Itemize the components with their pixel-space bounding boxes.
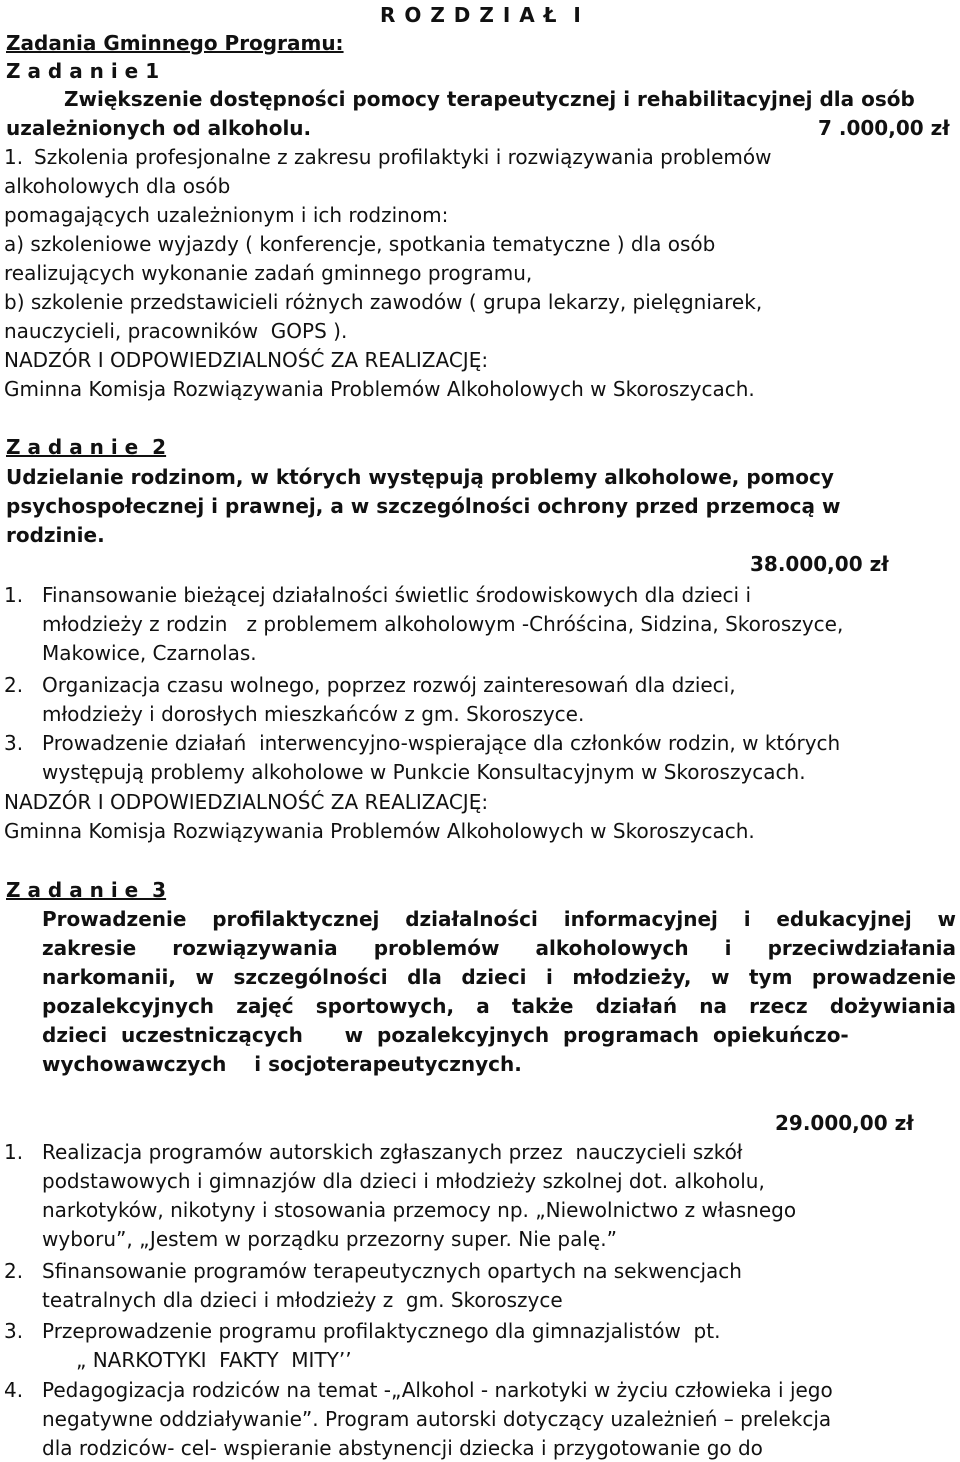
task3-item-line: wyboru”, „Jestem w porządku przezorny super. Nie palę.” [42, 1227, 617, 1251]
task1-supervision-body: Gminna Komisja Rozwiązywania Problemów Alkoholowych w Skoroszycach. [4, 377, 755, 401]
task2-item-line: Prowadzenie działań interwencyjno-wspierające dla członków rodzin, w których [42, 731, 841, 755]
task3-item-line: Sfinansowanie programów terapeutycznych opartych na sekwencjach [42, 1259, 742, 1283]
task3-title-line: zakresie rozwiązywania problemów alkoholowych i przeciwdziałania [42, 936, 956, 960]
task2-item-line: Organizacja czasu wolnego, poprzez rozwój zainteresowań dla dzieci, [42, 673, 736, 697]
task3-item-line: Przeprowadzenie programu profilaktycznego dla gimnazjalistów pt. [42, 1319, 721, 1343]
task2-title-line: psychospołecznej i prawnej, a w szczególności ochrony przed przemocą w [6, 494, 841, 518]
task3-item-line: „ NARKOTYKI FAKTY MITY’’ [76, 1348, 352, 1372]
task3-title-line: Prowadzenie profilaktycznej działalności informacyjnej i edukacyjnej w [42, 907, 956, 931]
task2-label: Z a d a n i e 2 [6, 435, 167, 459]
task2-title-line: Udzielanie rodzinom, w których występują problemy alkoholowe, pomocy [6, 465, 834, 489]
task1-item-line: pomagających uzależnionym i ich rodzinom: [4, 203, 449, 227]
task1-title-line: uzależnionych od alkoholu. [6, 116, 312, 140]
task1-item-line: Szkolenia profesjonalne z zakresu profilaktyki i rozwiązywania problemów [34, 145, 772, 169]
task2-item-line: młodzieży i dorosłych mieszkańców z gm. Skoroszyce. [42, 702, 585, 726]
task2-item-number: 2. [4, 673, 24, 697]
task1-item-line: b) szkolenie przedstawicieli różnych zawodów ( grupa lekarzy, pielęgniarek, [4, 290, 763, 314]
task1-item-line: a) szkoleniowe wyjazdy ( konferencje, spotkania tematyczne ) dla osób [4, 232, 716, 256]
task1-item-line: alkoholowych dla osób [4, 174, 231, 198]
task3-title-line: narkomanii, w szczególności dla dzieci i młodzieży, w tym prowadzenie [42, 965, 956, 989]
task2-supervision-label: NADZÓR I ODPOWIEDZIALNOŚĆ ZA REALIZACJĘ: [4, 790, 489, 814]
task3-item-line: dla rodziców- cel- wspieranie abstynencji dziecka i przygotowanie go do [42, 1436, 763, 1460]
task1-item-number: 1. [4, 145, 24, 169]
task2-item-line: młodzieży z rodzin z problemem alkoholowym -Chróścina, Sidzina, Skoroszyce, [42, 612, 844, 636]
task2-amount: 38.000,00 zł [750, 552, 889, 576]
task2-item-line: Finansowanie bieżącej działalności świetlic środowiskowych dla dzieci i [42, 583, 752, 607]
task2-title-line: rodzinie. [6, 523, 105, 547]
task3-item-line: podstawowych i gimnazjów dla dzieci i młodzieży szkolnej dot. alkoholu, [42, 1169, 765, 1193]
task1-supervision-label: NADZÓR I ODPOWIEDZIALNOŚĆ ZA REALIZACJĘ: [4, 348, 489, 372]
task1-label: Z a d a n i e 1 [6, 59, 160, 83]
task1-title-line: Zwiększenie dostępności pomocy terapeutycznej i rehabilitacyjnej dla osób [64, 87, 915, 111]
task1-amount: 7 .000,00 zł [818, 116, 950, 140]
task3-item-number: 4. [4, 1378, 24, 1402]
task2-item-line: Makowice, Czarnolas. [42, 641, 257, 665]
task3-item-number: 3. [4, 1319, 24, 1343]
task3-item-number: 2. [4, 1259, 24, 1283]
task3-title-line: dzieci uczestniczących w pozalekcyjnych programach opiekuńczo- [42, 1023, 849, 1047]
chapter-heading: R O Z D Z I A Ł I [380, 3, 582, 27]
task3-item-line: Pedagogizacja rodziców na temat -„Alkohol - narkotyki w życiu człowieka i jego [42, 1378, 833, 1402]
task3-amount: 29.000,00 zł [775, 1111, 914, 1135]
task1-item-line: realizujących wykonanie zadań gminnego programu, [4, 261, 533, 285]
task2-supervision-body: Gminna Komisja Rozwiązywania Problemów Alkoholowych w Skoroszycach. [4, 819, 755, 843]
program-title: Zadania Gminnego Programu: [6, 31, 344, 55]
task3-title-line: wychowawczych i socjoterapeutycznych. [42, 1052, 522, 1076]
task2-item-line: występują problemy alkoholowe w Punkcie Konsultacyjnym w Skoroszycach. [42, 760, 806, 784]
task3-label: Z a d a n i e 3 [6, 878, 167, 902]
task1-item-line: nauczycieli, pracowników GOPS ). [4, 319, 348, 343]
task3-item-line: negatywne oddziaływanie”. Program autorski dotyczący uzależnień – prelekcja [42, 1407, 832, 1431]
task3-item-line: teatralnych dla dzieci i młodzieży z gm. Skoroszyce [42, 1288, 563, 1312]
task2-item-number: 1. [4, 583, 24, 607]
task3-title-line: pozalekcyjnych zajęć sportowych, a także działań na rzecz dożywiania [42, 994, 956, 1018]
task3-item-line: Realizacja programów autorskich zgłaszanych przez nauczycieli szkół [42, 1140, 743, 1164]
task2-item-number: 3. [4, 731, 24, 755]
task3-item-number: 1. [4, 1140, 24, 1164]
task3-item-line: narkotyków, nikotyny i stosowania przemocy np. „Niewolnictwo z własnego [42, 1198, 797, 1222]
